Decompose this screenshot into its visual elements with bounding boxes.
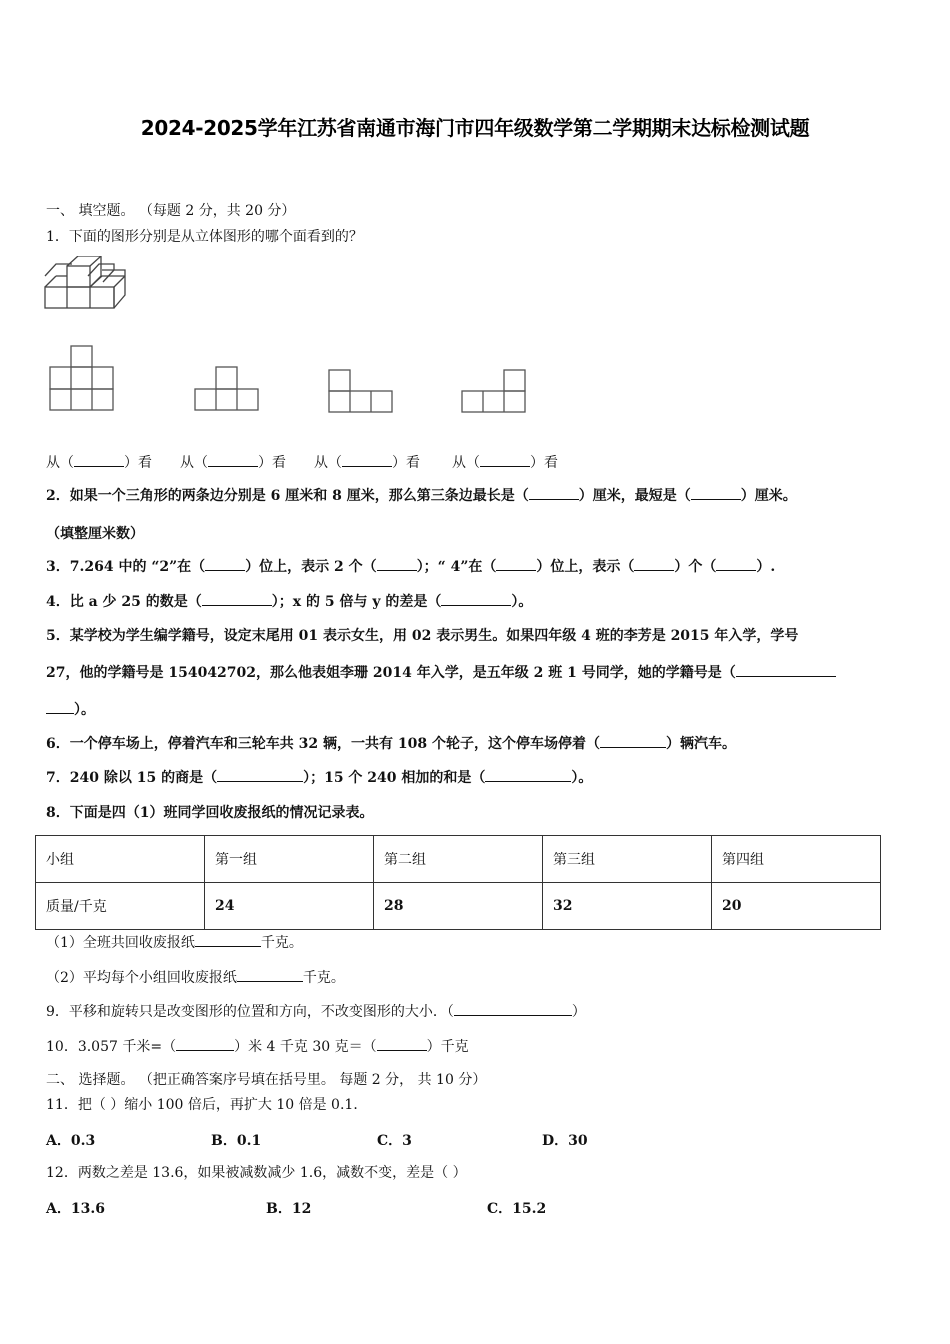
answer-blank[interactable] (485, 769, 571, 782)
answer-blank[interactable] (454, 1003, 572, 1016)
answer-blank[interactable] (736, 664, 836, 677)
answer-blank[interactable] (441, 593, 511, 606)
question-3: 3．7.264 中的 “2”在（ ）位上，表示 2 个（ ）；“ 4”在（ ）位上，表示（ ）个（ ）. (46, 559, 776, 575)
question-5-line-2: 27，他的学籍号是 154042702，那么他表姐李珊 2014 年入学，是五年级 2 班 1 号同学，她的学籍号是（ (46, 664, 836, 682)
view-answer-1: 从（ ）看 (46, 455, 152, 471)
front-view-figure (49, 345, 117, 413)
q11-option-d[interactable]: D．30 (542, 1133, 588, 1149)
answer-blank[interactable] (205, 558, 245, 571)
answer-blank[interactable] (195, 934, 261, 947)
q11-option-b[interactable]: B．0.1 (211, 1133, 262, 1149)
table-cell: 第二组 (374, 836, 543, 883)
left-view-figure (328, 369, 396, 415)
question-7: 7．240 除以 15 的商是（ ）；15 个 240 相加的和是（ ）。 (46, 770, 593, 786)
q12-option-c[interactable]: C．15.2 (487, 1201, 547, 1217)
table-cell: 小组 (36, 836, 205, 883)
cube-stack-icon (44, 256, 130, 312)
answer-blank[interactable] (46, 701, 74, 714)
answer-blank[interactable] (176, 1038, 234, 1051)
answer-blank[interactable] (634, 558, 674, 571)
view-answer-2: 从（ ）看 (180, 455, 286, 471)
answer-blank[interactable] (217, 769, 303, 782)
q11-option-c[interactable]: C．3 (377, 1133, 412, 1149)
question-4: 4．比 a 少 25 的数是（ ）；x 的 5 倍与 y 的差是（ ）。 (46, 594, 533, 610)
section1-heading: 一、 填空题。 （每题 2 分，共 20 分） (46, 203, 296, 219)
answer-blank[interactable] (480, 454, 530, 467)
answer-blank[interactable] (377, 1038, 427, 1051)
question-2: 2．如果一个三角形的两条边分别是 6 厘米和 8 厘米，那么第三条边最长是（ ）厘米，最短是（ ）厘米。 (46, 488, 797, 504)
table-cell: 20 (712, 883, 881, 930)
answer-blank[interactable] (496, 558, 536, 571)
table-cell: 第一组 (205, 836, 374, 883)
answer-blank[interactable] (377, 558, 417, 571)
question-5-line-3: ）。 (46, 701, 95, 719)
question-5-line-1: 5．某学校为学生编学籍号，设定末尾用 01 表示女生，用 02 表示男生。如果四年级 4 班的李芳是 2015 年入学，学号 (46, 628, 799, 644)
question-10: 10．3.057 千米=（ ）米 4 千克 30 克＝（ ）千克 (46, 1039, 469, 1055)
answer-blank[interactable] (691, 487, 741, 500)
table-cell: 第四组 (712, 836, 881, 883)
question-12-text: 12．两数之差是 13.6，如果被减数减少 1.6，减数不变，差是（ ） (46, 1165, 467, 1181)
table-row (36, 883, 881, 930)
question-8-sub-1: （1）全班共回收废报纸 千克。 (46, 935, 303, 951)
answer-blank[interactable] (529, 487, 579, 500)
question-8-text: 8．下面是四（1）班同学回收废报纸的情况记录表。 (46, 805, 374, 821)
question-11-text: 11．把（ ）缩小 100 倍后，再扩大 10 倍是 0.1． (46, 1097, 368, 1113)
table-cell: 28 (374, 883, 543, 930)
view-answer-3: 从（ ）看 (314, 455, 420, 471)
document-title: 2024-2025学年江苏省南通市海门市四年级数学第二学期期末达标检测试题 (140, 116, 810, 140)
answer-blank[interactable] (342, 454, 392, 467)
answer-blank[interactable] (202, 593, 272, 606)
recycling-table (35, 835, 881, 930)
answer-blank[interactable] (716, 558, 756, 571)
answer-blank[interactable] (600, 735, 666, 748)
top-view-figure (194, 366, 262, 413)
answer-blank[interactable] (74, 454, 124, 467)
q12-option-b[interactable]: B．12 (266, 1201, 312, 1217)
q11-option-a[interactable]: A．0.3 (46, 1133, 96, 1149)
table-cell: 第三组 (543, 836, 712, 883)
right-view-figure (461, 369, 529, 415)
table-cell: 24 (205, 883, 374, 930)
question-6: 6．一个停车场上，停着汽车和三轮车共 32 辆，一共有 108 个轮子，这个停车场停着（ ）辆汽车。 (46, 736, 736, 752)
answer-blank[interactable] (208, 454, 258, 467)
question-1-text: 1．下面的图形分别是从立体图形的哪个面看到的？ (46, 229, 363, 245)
table-cell: 质量/千克 (36, 883, 205, 930)
table-cell: 32 (543, 883, 712, 930)
section2-heading: 二、 选择题。 （把正确答案序号填在括号里。 每题 2 分， 共 10 分） (46, 1072, 487, 1088)
question-2-note: （填整厘米数） (46, 526, 144, 542)
view-answer-4: 从（ ）看 (452, 455, 558, 471)
answer-blank[interactable] (237, 969, 303, 982)
question-9: 9．平移和旋转只是改变图形的位置和方向，不改变图形的大小．（ ） (46, 1004, 586, 1020)
table-row (36, 836, 881, 883)
question-8-sub-2: （2）平均每个小组回收废报纸 千克。 (46, 970, 345, 986)
q12-option-a[interactable]: A．13.6 (46, 1201, 105, 1217)
